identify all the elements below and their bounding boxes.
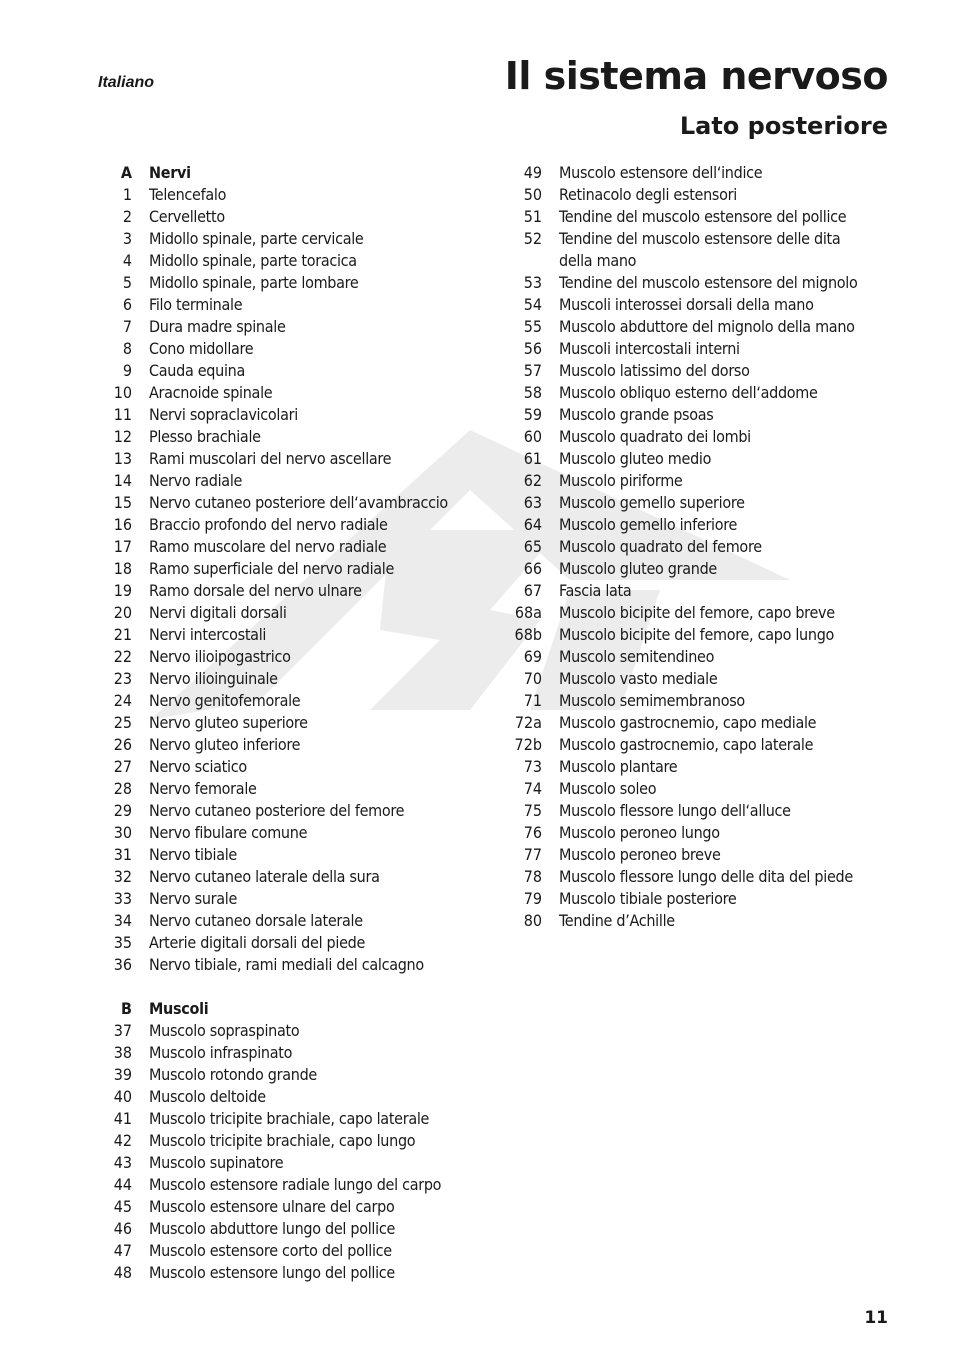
legend-text: Muscolo gemello inferiore xyxy=(559,515,738,534)
legend-text: Muscolo gastrocnemio, capo mediale xyxy=(559,713,817,732)
legend-number: 23 xyxy=(113,669,132,688)
legend-number: 43 xyxy=(113,1153,132,1172)
legend-item xyxy=(96,514,476,536)
legend-item xyxy=(96,1196,476,1218)
legend-number: 45 xyxy=(113,1197,132,1216)
legend-number: 68a xyxy=(514,603,542,622)
left-column xyxy=(96,162,476,1284)
legend-text: Muscoli xyxy=(149,999,209,1018)
legend-text: Muscolo tibiale posteriore xyxy=(559,889,737,908)
legend-number: 61 xyxy=(523,449,542,468)
legend-item xyxy=(96,954,476,976)
legend-text: Arterie digitali dorsali del piede xyxy=(149,933,366,952)
legend-item xyxy=(506,690,896,712)
legend-text: Fascia lata xyxy=(559,581,632,600)
legend-text: Telencefalo xyxy=(149,185,227,204)
legend-number: 24 xyxy=(113,691,132,710)
legend-number: 73 xyxy=(523,757,542,776)
legend-number: 42 xyxy=(113,1131,132,1150)
legend-text: Muscolo tricipite brachiale, capo lungo xyxy=(149,1131,416,1150)
section-heading xyxy=(96,998,476,1020)
legend-number: 33 xyxy=(113,889,132,908)
legend-item xyxy=(506,756,896,778)
legend-text: Muscolo soleo xyxy=(559,779,657,798)
legend-item xyxy=(506,624,896,646)
legend-number xyxy=(506,250,542,272)
legend-item xyxy=(506,338,896,360)
legend-text: Filo terminale xyxy=(149,295,243,314)
legend-text: Nervo femorale xyxy=(149,779,257,798)
legend-text: Cervelletto xyxy=(149,207,225,226)
legend-item xyxy=(96,800,476,822)
legend-text: Tendine del muscolo estensore delle dita xyxy=(559,229,841,248)
legend-number: 74 xyxy=(523,779,542,798)
legend-item xyxy=(506,426,896,448)
legend-text: Nervo radiale xyxy=(149,471,243,490)
legend-number: 72b xyxy=(514,735,542,754)
legend-item xyxy=(96,536,476,558)
legend-item xyxy=(96,1262,476,1284)
legend-number: 41 xyxy=(113,1109,132,1128)
legend-number: 70 xyxy=(523,669,542,688)
section-heading xyxy=(96,162,476,184)
legend-number: 46 xyxy=(113,1219,132,1238)
legend-item xyxy=(96,206,476,228)
legend-text: Muscolo gemello superiore xyxy=(559,493,745,512)
legend-number: 7 xyxy=(122,317,132,336)
legend-text: Nervo genitofemorale xyxy=(149,691,301,710)
legend-number: 25 xyxy=(113,713,132,732)
legend-text: Nervo cutaneo posteriore del femore xyxy=(149,801,405,820)
legend-number: 67 xyxy=(523,581,542,600)
legend-text: Muscolo sopraspinato xyxy=(149,1021,300,1040)
legend-text: Muscolo semitendineo xyxy=(559,647,715,666)
legend-text: Muscoli intercostali interni xyxy=(559,339,740,358)
legend-text: Midollo spinale, parte toracica xyxy=(149,251,357,270)
legend-item xyxy=(96,1020,476,1042)
legend-text: Muscolo estensore ulnare del carpo xyxy=(149,1197,395,1216)
legend-number: 4 xyxy=(122,251,132,270)
legend-item xyxy=(506,404,896,426)
legend-text: Muscolo supinatore xyxy=(149,1153,284,1172)
legend-text: Braccio profondo del nervo radiale xyxy=(149,515,388,534)
legend-number: 28 xyxy=(113,779,132,798)
legend-number: 29 xyxy=(113,801,132,820)
legend-item xyxy=(96,1108,476,1130)
page-title: Il sistema nervoso xyxy=(504,54,888,98)
legend-number: 76 xyxy=(523,823,542,842)
legend-item xyxy=(96,1218,476,1240)
legend-item xyxy=(96,184,476,206)
legend-number: 36 xyxy=(113,955,132,974)
legend-item xyxy=(506,866,896,888)
legend-item xyxy=(96,272,476,294)
legend-item xyxy=(506,536,896,558)
legend-number: 11 xyxy=(113,405,132,424)
legend-item xyxy=(96,690,476,712)
legend-number: 30 xyxy=(113,823,132,842)
page-number: 11 xyxy=(864,1308,888,1328)
legend-number: 27 xyxy=(113,757,132,776)
legend-text: Nervo ilioipogastrico xyxy=(149,647,291,666)
legend-number: 80 xyxy=(523,911,542,930)
legend-text: Rami muscolari del nervo ascellare xyxy=(149,449,392,468)
legend-number: 78 xyxy=(523,867,542,886)
legend-text: Tendine del muscolo estensore del mignolo xyxy=(559,273,858,292)
legend-item xyxy=(506,162,896,184)
legend-number: 53 xyxy=(523,273,542,292)
legend-text: Muscolo plantare xyxy=(559,757,678,776)
legend-item xyxy=(96,448,476,470)
legend-item xyxy=(96,382,476,404)
legend-text: Muscolo quadrato dei lombi xyxy=(559,427,751,446)
legend-number: 77 xyxy=(523,845,542,864)
legend-number: 57 xyxy=(523,361,542,380)
legend-item xyxy=(506,580,896,602)
legend-number: 16 xyxy=(113,515,132,534)
legend-number: 47 xyxy=(113,1241,132,1260)
legend-item xyxy=(96,822,476,844)
legend-text: Muscolo gastrocnemio, capo laterale xyxy=(559,735,814,754)
legend-text: Nervo cutaneo posteriore dell‘avambraccio xyxy=(149,493,448,512)
page-subtitle: Lato posteriore xyxy=(679,112,888,140)
legend-text: Cono midollare xyxy=(149,339,254,358)
legend-text: Ramo dorsale del nervo ulnare xyxy=(149,581,362,600)
legend-text: Dura madre spinale xyxy=(149,317,286,336)
legend-number: 37 xyxy=(113,1021,132,1040)
legend-text: Midollo spinale, parte lombare xyxy=(149,273,359,292)
legend-item xyxy=(96,404,476,426)
legend-text: Muscolo infraspinato xyxy=(149,1043,293,1062)
section-spacer xyxy=(96,976,476,998)
legend-item xyxy=(96,910,476,932)
legend-text: Muscolo bicipite del femore, capo breve xyxy=(559,603,835,622)
legend-item xyxy=(96,1086,476,1108)
legend-number: 14 xyxy=(113,471,132,490)
legend-text: Nervo gluteo superiore xyxy=(149,713,308,732)
legend-item xyxy=(506,228,896,250)
legend-text: Nervo surale xyxy=(149,889,238,908)
legend-text: Muscolo peroneo lungo xyxy=(559,823,720,842)
legend-item xyxy=(96,1240,476,1262)
legend-number: 12 xyxy=(113,427,132,446)
legend-number: 8 xyxy=(122,339,132,358)
legend-text: Tendine del muscolo estensore del pollice xyxy=(559,207,847,226)
legend-text: Ramo superficiale del nervo radiale xyxy=(149,559,395,578)
legend-number: 64 xyxy=(523,515,542,534)
legend-number: 35 xyxy=(113,933,132,952)
legend-item xyxy=(506,844,896,866)
legend-text: Muscolo vasto mediale xyxy=(559,669,718,688)
legend-text: Muscolo estensore radiale lungo del carpo xyxy=(149,1175,442,1194)
legend-number: 21 xyxy=(113,625,132,644)
legend-number: 59 xyxy=(523,405,542,424)
legend-text: Nervo cutaneo laterale della sura xyxy=(149,867,380,886)
legend-item xyxy=(506,602,896,624)
legend-item xyxy=(506,668,896,690)
legend-number: 63 xyxy=(523,493,542,512)
legend-number: 38 xyxy=(113,1043,132,1062)
legend-item xyxy=(506,294,896,316)
legend-item xyxy=(96,580,476,602)
legend-item xyxy=(506,888,896,910)
legend-text: Muscoli interossei dorsali della mano xyxy=(559,295,814,314)
legend-text: Nervi xyxy=(149,163,191,182)
legend-number: 75 xyxy=(523,801,542,820)
legend-text: Ramo muscolare del nervo radiale xyxy=(149,537,387,556)
legend-number: 50 xyxy=(523,185,542,204)
legend-text: Nervo tibiale xyxy=(149,845,237,864)
legend-item xyxy=(96,316,476,338)
legend-number: 44 xyxy=(113,1175,132,1194)
legend-number: 39 xyxy=(113,1065,132,1084)
legend-item xyxy=(506,712,896,734)
legend-item xyxy=(506,734,896,756)
legend-item xyxy=(96,844,476,866)
legend-item xyxy=(506,360,896,382)
legend-text: Midollo spinale, parte cervicale xyxy=(149,229,364,248)
legend-text: Muscolo quadrato del femore xyxy=(559,537,762,556)
legend-item xyxy=(506,184,896,206)
legend-item xyxy=(96,646,476,668)
legend-text: Nervi digitali dorsali xyxy=(149,603,287,622)
legend-text: Muscolo estensore corto del pollice xyxy=(149,1241,392,1260)
legend-number: 66 xyxy=(523,559,542,578)
legend-text: Muscolo abduttore lungo del pollice xyxy=(149,1219,396,1238)
legend-number: 1 xyxy=(122,185,132,204)
legend-number: B xyxy=(121,999,132,1018)
legend-number: 26 xyxy=(113,735,132,754)
legend-item xyxy=(506,800,896,822)
legend-item xyxy=(506,822,896,844)
legend-text: Muscolo semimembranoso xyxy=(559,691,745,710)
legend-item xyxy=(96,1152,476,1174)
legend-text: Muscolo flessore lungo dell‘alluce xyxy=(559,801,791,820)
legend-item xyxy=(506,514,896,536)
legend-number: 6 xyxy=(122,295,132,314)
legend-item xyxy=(96,1130,476,1152)
legend-text: Muscolo bicipite del femore, capo lungo xyxy=(559,625,835,644)
legend-item xyxy=(506,250,896,272)
legend-item xyxy=(96,888,476,910)
legend-number: 19 xyxy=(113,581,132,600)
legend-number: 31 xyxy=(113,845,132,864)
legend-item xyxy=(506,492,896,514)
legend-text: Muscolo gluteo grande xyxy=(559,559,717,578)
legend-item xyxy=(96,426,476,448)
legend-text: Muscolo estensore dell‘indice xyxy=(559,163,763,182)
legend-item xyxy=(96,228,476,250)
legend-item xyxy=(96,932,476,954)
legend-text: Nervo gluteo inferiore xyxy=(149,735,301,754)
legend-number: 58 xyxy=(523,383,542,402)
legend-text: Muscolo tricipite brachiale, capo laterale xyxy=(149,1109,430,1128)
legend-item xyxy=(96,624,476,646)
legend-item xyxy=(96,1174,476,1196)
legend-number: A xyxy=(120,163,132,182)
legend-text: della mano xyxy=(559,251,637,270)
legend-item xyxy=(96,734,476,756)
legend-number: 49 xyxy=(523,163,542,182)
legend-text: Nervi sopraclavicolari xyxy=(149,405,298,424)
legend-number: 72a xyxy=(514,713,542,732)
legend-item xyxy=(96,778,476,800)
legend-number: 68b xyxy=(514,625,542,644)
legend-number: 51 xyxy=(523,207,542,226)
legend-text: Muscolo estensore lungo del pollice xyxy=(149,1263,395,1282)
language-label: Italiano xyxy=(98,74,155,91)
legend-item xyxy=(96,668,476,690)
legend-item xyxy=(96,360,476,382)
legend-item xyxy=(506,316,896,338)
legend-item xyxy=(506,448,896,470)
legend-number: 60 xyxy=(523,427,542,446)
legend-text: Muscolo obliquo esterno dell‘addome xyxy=(559,383,818,402)
legend-text: Plesso brachiale xyxy=(149,427,261,446)
legend-item xyxy=(96,470,476,492)
legend-number: 56 xyxy=(523,339,542,358)
legend-item xyxy=(96,294,476,316)
legend-number: 34 xyxy=(113,911,132,930)
legend-item xyxy=(96,492,476,514)
legend-number: 65 xyxy=(523,537,542,556)
legend-text: Nervo cutaneo dorsale laterale xyxy=(149,911,363,930)
legend-number: 69 xyxy=(523,647,542,666)
legend-text: Nervo fibulare comune xyxy=(149,823,308,842)
legend-text: Muscolo flessore lungo delle dita del piede xyxy=(559,867,853,886)
legend-number: 62 xyxy=(523,471,542,490)
legend-number: 13 xyxy=(113,449,132,468)
legend-text: Muscolo peroneo breve xyxy=(559,845,721,864)
legend-item xyxy=(506,272,896,294)
legend-item xyxy=(506,910,896,932)
legend-number: 79 xyxy=(523,889,542,908)
legend-text: Muscolo deltoide xyxy=(149,1087,266,1106)
legend-number: 2 xyxy=(122,207,132,226)
legend-item xyxy=(96,1042,476,1064)
legend-text: Nervo sciatico xyxy=(149,757,247,776)
legend-number: 5 xyxy=(122,273,132,292)
legend-number: 52 xyxy=(523,229,542,248)
legend-item xyxy=(96,866,476,888)
legend-text: Cauda equina xyxy=(149,361,246,380)
legend-number: 55 xyxy=(523,317,542,336)
legend-text: Muscolo abduttore del mignolo della mano xyxy=(559,317,855,336)
legend-text: Muscolo grande psoas xyxy=(559,405,714,424)
right-column xyxy=(506,162,896,932)
legend-item xyxy=(506,778,896,800)
legend-item xyxy=(506,470,896,492)
legend-number: 18 xyxy=(113,559,132,578)
legend-text: Aracnoide spinale xyxy=(149,383,273,402)
legend-number: 17 xyxy=(113,537,132,556)
legend-item xyxy=(506,206,896,228)
legend-item xyxy=(96,712,476,734)
legend-item xyxy=(96,338,476,360)
legend-item xyxy=(96,250,476,272)
legend-item xyxy=(506,382,896,404)
legend-number: 10 xyxy=(113,383,132,402)
legend-item xyxy=(96,756,476,778)
legend-item xyxy=(506,646,896,668)
legend-text: Muscolo latissimo del dorso xyxy=(559,361,750,380)
legend-text: Nervi intercostali xyxy=(149,625,267,644)
legend-number: 22 xyxy=(113,647,132,666)
legend-number: 9 xyxy=(122,361,132,380)
legend-number: 40 xyxy=(113,1087,132,1106)
legend-text: Nervo tibiale, rami mediali del calcagno xyxy=(149,955,424,974)
legend-text: Muscolo rotondo grande xyxy=(149,1065,317,1084)
legend-text: Tendine d’Achille xyxy=(559,911,675,930)
legend-text: Retinacolo degli estensori xyxy=(559,185,737,204)
legend-number: 48 xyxy=(113,1263,132,1282)
legend-number: 3 xyxy=(122,229,132,248)
legend-text: Muscolo gluteo medio xyxy=(559,449,712,468)
legend-number: 54 xyxy=(523,295,542,314)
legend-item xyxy=(96,1064,476,1086)
legend-number: 15 xyxy=(113,493,132,512)
legend-text: Nervo ilioinguinale xyxy=(149,669,278,688)
legend-item xyxy=(96,558,476,580)
legend-number: 71 xyxy=(523,691,542,710)
legend-number: 20 xyxy=(113,603,132,622)
legend-number: 32 xyxy=(113,867,132,886)
legend-item xyxy=(506,558,896,580)
legend-item xyxy=(96,602,476,624)
legend-text: Muscolo piriforme xyxy=(559,471,683,490)
